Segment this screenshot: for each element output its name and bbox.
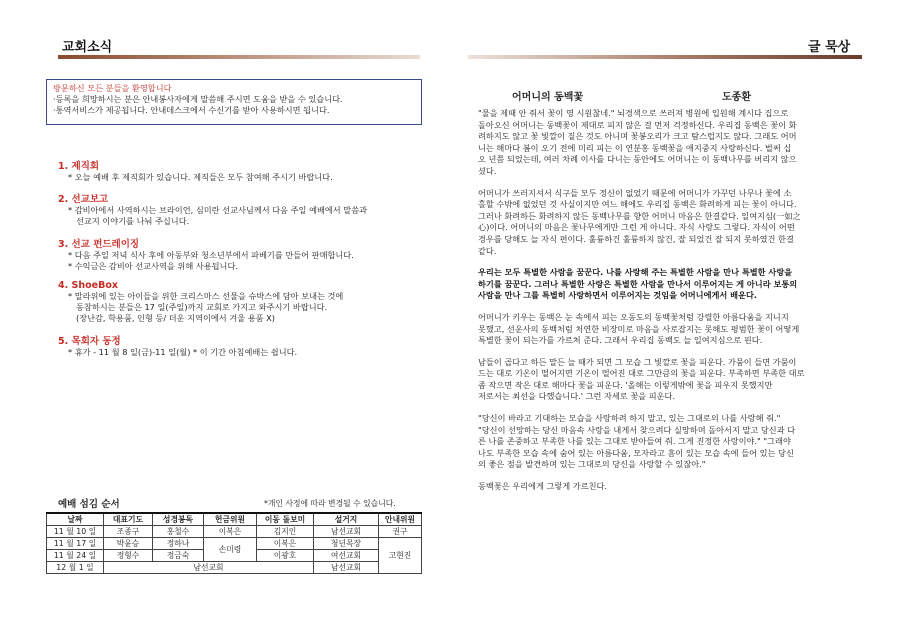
section-5 [58, 333, 428, 358]
table-cell: 남선교회 [104, 562, 314, 574]
article-line: 같다. [478, 245, 497, 256]
section-line: * 오늘 예배 후 제직회가 있습니다. 제직들은 모두 참여해 주시기 바랍니다. [68, 172, 333, 182]
article-line: 홀할 수밖에 없었던 것 사실이지만 여느 해에도 우리집 동백은 화려하게 피는 꽃이 아니다. [478, 199, 797, 210]
section-line: * 말라위에 있는 아이들을 위한 크리스마스 선물을 슈박스에 담아 보내는 것에 [68, 291, 344, 302]
table-cell: 손미령 [204, 538, 257, 562]
table-cell: 김지인 [257, 526, 314, 538]
table-row [47, 538, 422, 550]
article-line: 남들이 곱다고 하든 말든 늘 때가 되면 그 모습 그 빛깔로 꽃을 피운다. 가뭄이 들면 가뭄이 [478, 356, 797, 367]
schedule-title: 예배 섬김 순서 [58, 499, 120, 510]
article-line: 어머니가 키우는 동백은 눈 속에서 피는 오동도의 동백꽃처럼 강렬한 아름다움을 지니지 [478, 311, 789, 322]
section-line: * 감비아에서 사역하시는 브라이언, 심미란 선교사님께서 다음 주일 예배에서 말씀과 [68, 205, 368, 216]
article-line: 좀 작으면 작은 대로 해마다 꽃을 피운다. '올해는 이렇게밖에 꽃을 피우지 못했지만 [478, 379, 773, 390]
table-row [47, 562, 422, 574]
article-line: "물을 제때 안 줘서 꽃이 영 시원찮네." 뇌경색으로 쓰러져 병원에 입원해 계시다 집으로 [478, 108, 789, 118]
table-header-row [47, 513, 422, 526]
table-cell: 조종구 [104, 526, 153, 538]
table-cell: 정금숙 [153, 550, 204, 562]
welcome-line-3: ·통역서비스가 제공됩니다. 안내데스크에서 수신기를 받아 사용하시면 됩니다. [53, 105, 330, 116]
table-cell: 남선교회 [314, 562, 379, 574]
table-header: 이동 돌보미 [257, 513, 314, 526]
article-author: 도종환 [722, 92, 751, 103]
table-cell: 이복은 [204, 526, 257, 538]
announcements [58, 158, 428, 358]
table-cell: 이복은 [257, 538, 314, 550]
table-cell: 홍철수 [153, 526, 204, 538]
article-line: 드는 대로 기온이 떨어지면 기온이 떨어진 대로 그만큼의 꽃을 피운다. 부족하면 부족한 대로 [478, 368, 805, 379]
article-line: 니는 해마다 봄이 오기 전에 미리 피는 이 연분홍 동백꽃을 애지중지 사랑하신다. 벌써 십 [478, 142, 792, 153]
section-line: 동참하시는 분들은 17 일(주일)까지 교회로 가지고 와주시기 바랍니다. [76, 302, 328, 313]
table-cell: 남선교회 [314, 526, 379, 538]
table-cell: 권구 [379, 526, 422, 538]
table-cell: 청년목장 [314, 538, 379, 550]
table-cell: 12 월 1 일 [47, 562, 104, 574]
left-header: 교회소식 [62, 40, 113, 55]
article-line: 셨다. [478, 165, 497, 176]
article-line: 경우를 당해도 늘 자식 편이다. 훌륭하건 훌륭하지 않건, 잘 되었건 잘 되지 못하였건 한결 [478, 233, 794, 244]
article-body [478, 108, 872, 493]
welcome-line-2: ·등록을 희망하시는 분은 안내봉사자에게 말씀해 주시면 도움을 받을 수 있습니다. [53, 94, 343, 105]
article-paragraph [478, 481, 872, 493]
section-line: * 휴가 - 11 월 8 일(금)-11 일(월) * 이 기간 아침예배는 쉽니다. [68, 346, 298, 357]
article-paragraph [478, 357, 872, 403]
article-line: 어머니가 쓰러지셔서 식구들 모두 정신이 없었기 때문에 어머니가 가꾸던 나무나 꽃에 소 [478, 187, 792, 198]
table-cell: 11 월 10 일 [47, 526, 104, 538]
table-cell: 여선교회 [314, 550, 379, 562]
table-cell: 정하나 [153, 538, 204, 550]
article-line: 돌아오신 어머니는 동백꽃이 제대로 피지 않은 걸 먼저 걱정하신다. 우리집 동백은 꽃이 화 [478, 119, 797, 130]
section-4 [58, 280, 428, 325]
article-title: 어머니의 동백꽃 [512, 92, 584, 103]
section-3 [58, 236, 428, 272]
article-line: 른 나를 존중하고 부족한 나를 있는 그대로 받아들여 줘. 그게 진정한 사랑이야." "그래야 [478, 436, 791, 447]
table-cell: 11 월 17 일 [47, 538, 104, 550]
section-title: 2. 선교보고 [58, 194, 109, 206]
article-line: 동백꽃은 우리에게 그렇게 가르친다. [478, 481, 608, 492]
section-line: (장난감, 학용품, 인형 등/ 더운 지역이에서 겨울 용품 X) [76, 313, 275, 324]
section-line: 선교지 이야기를 나눠 주십니다. [76, 216, 190, 227]
article-line: 저로서는 최선을 다했습니다.' 그런 자세로 꽃을 피운다. [478, 391, 676, 402]
article-line: 의 좋은 점을 발견하며 있는 그대로의 당신을 사랑할 수 있잖아." [478, 459, 706, 470]
table-header: 성경봉독 [153, 513, 204, 526]
article-paragraph [478, 312, 872, 347]
table-cell: 이광호 [257, 550, 314, 562]
article-line: 나도 부족한 모습 속에 숨어 있는 아름다움, 모자라고 흠이 있는 모습 속에 들어 있는 당신 [478, 447, 794, 458]
schedule-note: *개인 사정에 따라 변경될 수 있습니다. [264, 499, 396, 508]
table-cell: 11 월 24 일 [47, 550, 104, 562]
section-title: 5. 목회자 동정 [58, 335, 121, 347]
table-header: 대표기도 [104, 513, 153, 526]
right-header-bar [468, 55, 862, 59]
section-2 [58, 191, 428, 227]
section-title: 3. 선교 펀드레이징 [58, 238, 140, 250]
table-header: 헌금위원 [204, 513, 257, 526]
article-line: 오 년쯤 되었는데, 여러 차례 이사를 다니는 동안에도 어머니는 이 동백나무를 버리지 않으 [478, 154, 797, 165]
table-cell: 정형수 [104, 550, 153, 562]
section-title: 1. 제직회 [58, 161, 100, 172]
right-header: 글 묵상 [808, 40, 851, 55]
article-line: 우리는 모두 특별한 사람을 꿈꾼다. 나를 사랑해 주는 특별한 사람을 만나 특별한 사랑을 [478, 267, 793, 278]
article-line: 心)이다. 어머니의 마음은 꽃나무에게만 그런 게 아니다. 자식 사랑도 그렇다. 자식이 어떤 [478, 222, 795, 233]
table-header: 설거지 [314, 513, 379, 526]
article-paragraph-emphasis [478, 267, 872, 302]
table-header: 날짜 [47, 513, 104, 526]
article-line: 하기를 꿈꾼다. 그러나 특별한 사랑은 특별한 사람을 만나서 이루어지는 게 아니라 보통의 [478, 278, 798, 289]
article-line: "당신이 바라고 기대하는 모습을 사랑하려 하지 말고, 있는 그대로의 나를 사랑해 줘." [478, 413, 781, 424]
section-title: 4. ShoeBox [58, 280, 118, 292]
section-1 [58, 158, 428, 183]
article-line: 사람을 만나 그를 특별히 사랑하면서 이루어지는 것임을 어머니에게서 배운다. [478, 290, 758, 301]
table-cell: 박윤승 [104, 538, 153, 550]
article-line: "당신이 선망하는 당신 마음속 사랑을 내게서 찾으려다 실망하며 돌아서지 말고 당신과 다 [478, 424, 796, 435]
article-paragraph [478, 108, 872, 178]
section-line: * 수익금은 감비아 선교사역을 위해 사용됩니다. [68, 260, 238, 271]
article-line: 특별한 꽃이 되는가를 가르쳐 준다. 그래서 우리집 동백도 늘 일여지심으로 핀다. [478, 335, 763, 346]
table-cell: 고현진 [379, 538, 422, 574]
welcome-box [46, 79, 422, 125]
article-paragraph [478, 188, 872, 258]
article-paragraph [478, 413, 872, 471]
section-line: * 다음 주일 저녁 식사 후에 아동부와 청소년부에서 파베기를 만들어 판매합니다. [68, 249, 354, 260]
article-line: 그러나 화려하든 화려하지 않든 동백나무를 향한 어머니 마음은 한결같다. 일여지심(一如之 [478, 210, 801, 221]
article-line: 려하지도 않고 꽃 빛깔이 짙은 것도 아니며 꽃봉오리가 크고 탐스럽지도 않다. 그래도 어머 [478, 131, 797, 142]
table-row [47, 526, 422, 538]
left-header-bar [58, 55, 420, 59]
schedule-table [46, 512, 422, 574]
table-header: 안내위원 [379, 513, 422, 526]
article-line: 못했고, 선운사의 동백처럼 처연한 비장미로 마음을 사로잡지는 못해도 평범한 꽃이 어떻게 [478, 323, 800, 334]
welcome-line-1: 방문하신 모든 분들을 환영합니다 [53, 83, 172, 93]
